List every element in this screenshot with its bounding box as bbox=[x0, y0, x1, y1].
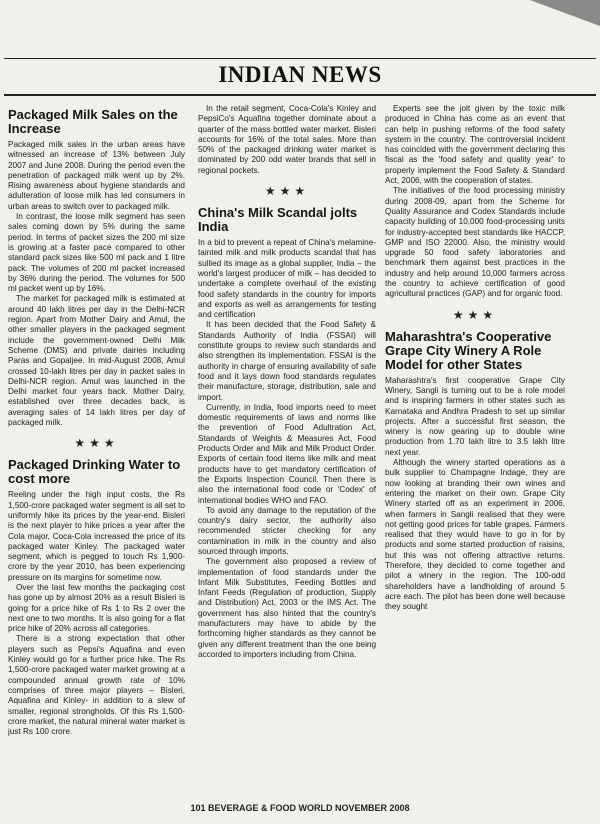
section-divider-stars: ★★★ bbox=[74, 436, 119, 451]
article-paragraph: In contrast, the loose milk segment has seen sales coming down by 5% during the same period. In terms of packet sizes the 200 ml size is growing at a faster pace compared to other standard pack sizes like 500 ml pack and 1 litre pack. The volumes of 200 ml packet increased by 36% during the period. The volumes for 500 ml packet went up by 16%. bbox=[8, 212, 185, 294]
column-3 bbox=[385, 104, 565, 774]
section-divider-stars: ★★★ bbox=[264, 184, 310, 199]
article-paragraph: The initiatives of the food processing ministry during 2008-09, apart from the Scheme for Quality Assurance and Codex Standards include capacity building of 10,000 food-processing units for industry-accepted best standards like HACCP, GMP and ISO 22000. Also, the ministry would upgrade 50 food safety laboratories and benchmark them against best practices in the industry and help around 10,000 farmers across the country to achieve certification of good agricultural practices (GAP) and for organic food. bbox=[385, 186, 565, 299]
section-masthead: INDIAN NEWS bbox=[218, 62, 382, 87]
article-headline: Packaged Drinking Water to cost more bbox=[8, 457, 181, 487]
article-paragraph: Maharashtra's first cooperative Grape City Winery, Sangli is turning out to be a role model and is inspiring farmers in other states such as Karnataka and Andhra Pradesh to set up similar projects. After a successful first season, the winery is now gearing up to double wine production from 1.70 lakh litre to 3.5 lakh litre next year. bbox=[385, 375, 565, 457]
article-headline: Packaged Milk Sales on the Increase bbox=[8, 107, 178, 136]
folded-page-corner bbox=[530, 0, 600, 26]
article-paragraph: The market for packaged milk is estimated at around 40 lakh litres per day in the Delhi-NCR region. Apart from Mother Dairy and Amul, the other smaller players in the packaged segment include the government-owned Delhi Milk Scheme (DMS) and private dairies including Paras and Gopaljee. In mid-August 2008, Amul crossed 10-lakh litres per day in packet sales in Delhi-NCR region. Amul was launched in the Delhi market four years back. Mother Dairy, established over three decades back, is averaging sales of 14 lakh litres per day of packaged milk. bbox=[8, 294, 185, 428]
article-packaged-milk bbox=[8, 108, 185, 428]
masthead-bottom-rule bbox=[4, 94, 596, 96]
masthead-top-rule bbox=[4, 58, 596, 59]
article-paragraph: Over the last few months the packaging cost has gone up by almost 20% as a result Bisleri is going for a price hike of Rs 1 to Rs 2 over the next one to two months. It is also going for a flat price hike of 20% across all categories. bbox=[8, 582, 185, 634]
article-paragraph: The government also proposed a review of implementation of food standards under the Infant Milk Substitutes, Feeding Bottles and Infant Feeds (Regulation of production, Supply and Distribution) Act, 2003 or the IMS Act. The government has also hinted that the country's manufacturers may have to abide by the forthcoming higher standards as they cannot be given any different treatment than the one being accorded to importers including from China. bbox=[198, 557, 376, 659]
article-paragraph: Experts see the jolt given by the toxic milk produced in China has come as an event that can help in pushing reforms of the food safety system in the country. The controversial incident has coincided with the government declaring this fiscal as the 'food safety and quality year' to properly implement the Food Safety & Standard Act, 2006, with the cooperation of states. bbox=[385, 104, 565, 186]
article-paragraph: Currently, in India, food imports need to meet domestic requirements of laws and norms like the prevention of Food Adultration Act, Standards of Weights & Measures Act, Food Products Order and Milk and Milk Product Order. Exports of certain food items like milk and meat products have to get mandatory certification of the Exports Inspection Council. Then there is also the international food code or 'Codex' of international bodies WHO and FAO. bbox=[198, 402, 376, 505]
article-headline: Maharashtra's Cooperative Grape City Winery A Role Model for other States bbox=[385, 328, 552, 372]
article-paragraph: Packaged milk sales in the urban areas have witnessed an increase of 13% between July 2007 and June 2008. During the period even the penetration of packaged milk went up by 2%. Rising awareness about hygiene standards and adulteration of loose milk has led consumers in urban areas to switch over to packaged milk. bbox=[8, 140, 185, 211]
article-paragraph: To avoid any damage to the reputation of the country's dairy sector, the authority also recommended stricter checking for any contamination in milk in the country and also sourced through imports. bbox=[198, 505, 376, 556]
article-paragraph: There is a strong expectation that other players such as Pepsi's Aquafina and even Kinley would go for a further price hike. The Rs 1,500-crore packaged water market growing at a compounded annual growth rate of 10% comprises of three major players – Bisleri, Aquafina and Kinley- in addition to a slew of smaller, regional strongholds. Of this Rs 1,500-crore market, the natural mineral water market is just Rs 100 crore. bbox=[8, 634, 185, 737]
column-2 bbox=[198, 104, 376, 774]
article-paragraph: Reeling under the high input costs, the Rs 1,500-crore packaged water segment is all set to uniformly hike its prices by the year-end. Bisleri is the next player to hike prices a year after the Cola major, Coca-Cola increased the price of its packaged water Kinley. The packaged water segment, which is pegged to touch Rs 1,900-crore by the year 2010, has been experiencing pressure on its margins for sometime now. bbox=[8, 490, 185, 582]
article-paragraph: Although the winery started operations as a bulk supplier to Champagne Indage, they are now looking at branding their own wines and entering the market on their own. Grape City Winery started off as an experiment in 2006, when farmers in Sangli realised that they were not getting good prices for table grapes. Farmers realised that they would have to go in for by products and some started production of raisins, but this was not offering attractive returns. Therefore, they decided to come together and pilot a winery in the region. The 100-odd shareholders have a landholding of around 5 acre each. The pilot has been done well because they sought bbox=[385, 458, 565, 612]
section-divider-stars: ★★★ bbox=[452, 307, 498, 322]
article-china-milk-scandal bbox=[198, 206, 376, 660]
article-paragraph: In the retail segment, Coca-Cola's Kinley and PepsiCo's Aquafina together dominate about a quarter of the mass bottled water market. Bisleri accounts for 16% of the total sales. More than 50% of the packaged drinking water market is dominated by 200 odd water brands that sell in regional pockets. bbox=[198, 104, 376, 175]
article-paragraph: It has been decided that the Food Safety & Standards Authority of India (FSSAI) will constitute groups to review such standards and also strengthen its implementation. FSSAI is the authority in charge of ensuring availability of safe food and it lays down food standards regulates their manufacture, storage, distribution, sale and import. bbox=[198, 320, 376, 402]
column-1 bbox=[8, 104, 185, 774]
article-headline: China's Milk Scandal jolts India bbox=[198, 205, 358, 235]
page-footer: 101 BEVERAGE & FOOD WORLD NOVEMBER 2008 bbox=[190, 803, 410, 813]
article-drinking-water bbox=[8, 458, 185, 737]
article-paragraph: In a bid to prevent a repeat of China's melamine-tainted milk and milk products scandal that has sullied its image as a global supplier, India – the world's largest producer of milk – has decided to undertake a complete overhaul of the existing food safety standards in the country for imports and exports as well as arrangements for testing and certification bbox=[198, 238, 376, 320]
article-grape-city-winery bbox=[385, 330, 565, 613]
